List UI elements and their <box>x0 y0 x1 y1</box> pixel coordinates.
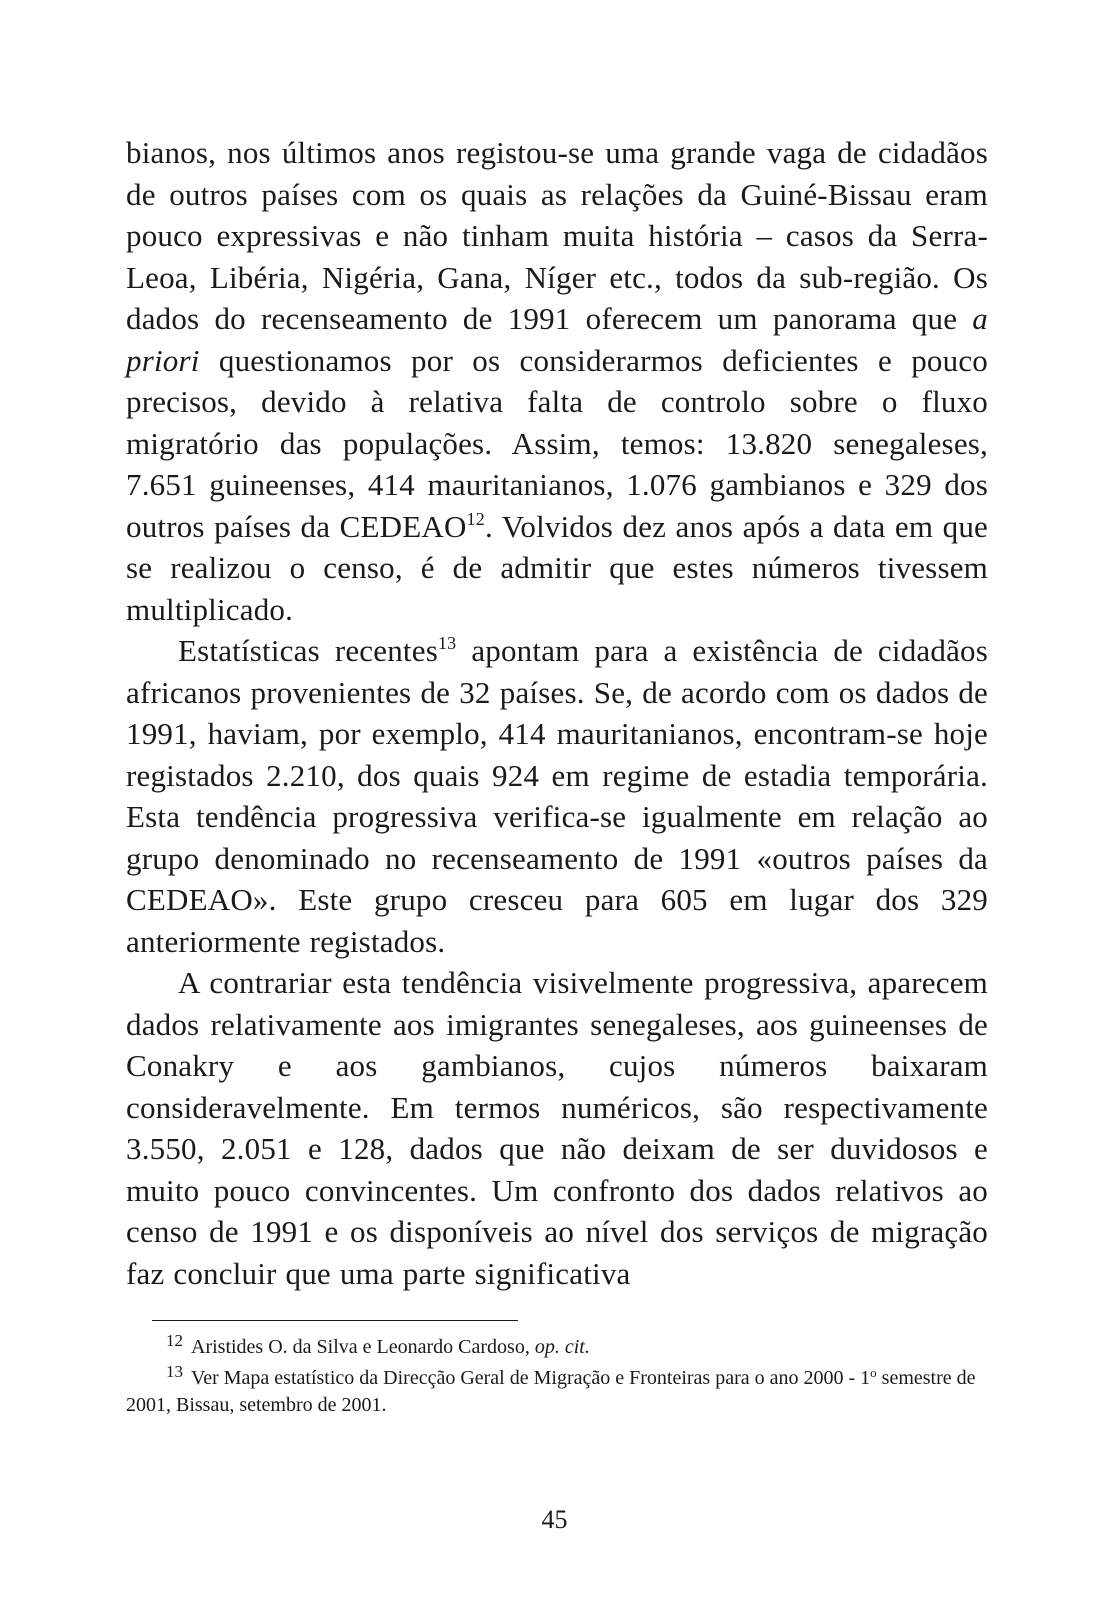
footnote-divider <box>152 1320 518 1321</box>
paragraph-2 <box>126 630 988 962</box>
italic-a-priori: a priori <box>126 301 988 378</box>
footnotes <box>126 1331 988 1423</box>
footnote-number: 12 <box>166 1331 183 1350</box>
paragraph-2-text-a: Estatísticas recentes <box>178 633 438 668</box>
paragraph-1-text-c: . Volvidos dez anos após a data em que se realizou o censo, é de admitir que estes números tivessem multiplicado. <box>126 508 988 627</box>
footnote-number: 13 <box>166 1362 183 1381</box>
footnote-text-end: semestre de 2001, Bissau, setembro de 2001. <box>126 1367 976 1416</box>
footnote-italic: op. cit. <box>534 1336 590 1358</box>
page-number: 45 <box>541 1505 568 1534</box>
paragraph-1-text-a: bianos, nos últimos anos registou-se uma grande vaga de cidadãos de outros países com os quais as relações da Guiné-Bissau eram pouco expressivas e não tinham muita história – casos da Serra-Leoa, Libéria, Nigéria, Gana, Níger etc., todos da sub-região. Os dados do recenseamento de 1991 oferecem um panorama que <box>126 135 988 336</box>
ordinal-indicator: o <box>870 1365 877 1380</box>
paragraph-3: A contrariar esta tendência visivelmente progressiva, aparecem dados relativamente aos imigrantes senegaleses, aos guineenses de Conakry e aos gambianos, cujos números baixaram consideravelmente. Em termos numéricos, são respectivamente 3.550, 2.051 e 128, dados que não deixam de ser duvidosos e muito pouco convincentes. Um confronto dos dados relativos ao censo de 1991 e os disponíveis ao nível dos serviços de migração faz concluir que uma parte significativa <box>126 965 988 1291</box>
footnote-12 <box>126 1331 988 1361</box>
paragraph-2-text-b: apontam para a existência de cidadãos africanos provenientes de 32 países. Se, de acordo com os dados de 1991, haviam, por exemplo, 414 mauritanianos, encontram-se hoje registados 2.210, dos quais 924 em regime de estadia temporária. Esta tendência progressiva verifica-se igualmente em relação ao grupo denominado no recenseamento de 1991 «outros países da CEDEAO». Este grupo cresceu para 605 em lugar dos 329 anteriormente registados. <box>126 633 988 959</box>
footnote-text: Ver Mapa estatístico da Direcção Geral de Migração e Fronteiras para o ano 2000 - 1 <box>191 1367 871 1389</box>
footnote-13 <box>126 1362 988 1419</box>
paragraph-1-text-b: questionamos por os considerarmos deficientes e pouco precisos, devido à relativa falta de controlo sobre o fluxo migratório das populações. Assim, temos: 13.820 senegaleses, 7.651 guineenses, 414 mauritanianos, 1.076 gambianos e 329 dos outros países da CEDEAO <box>126 342 988 544</box>
body-text <box>126 132 988 1294</box>
footnote-reference-12: 12 <box>466 508 485 529</box>
footnote-reference-13: 13 <box>437 633 457 653</box>
paragraph-1 <box>126 132 988 630</box>
footnote-text: Aristides O. da Silva e Leonardo Cardoso, <box>191 1336 535 1358</box>
